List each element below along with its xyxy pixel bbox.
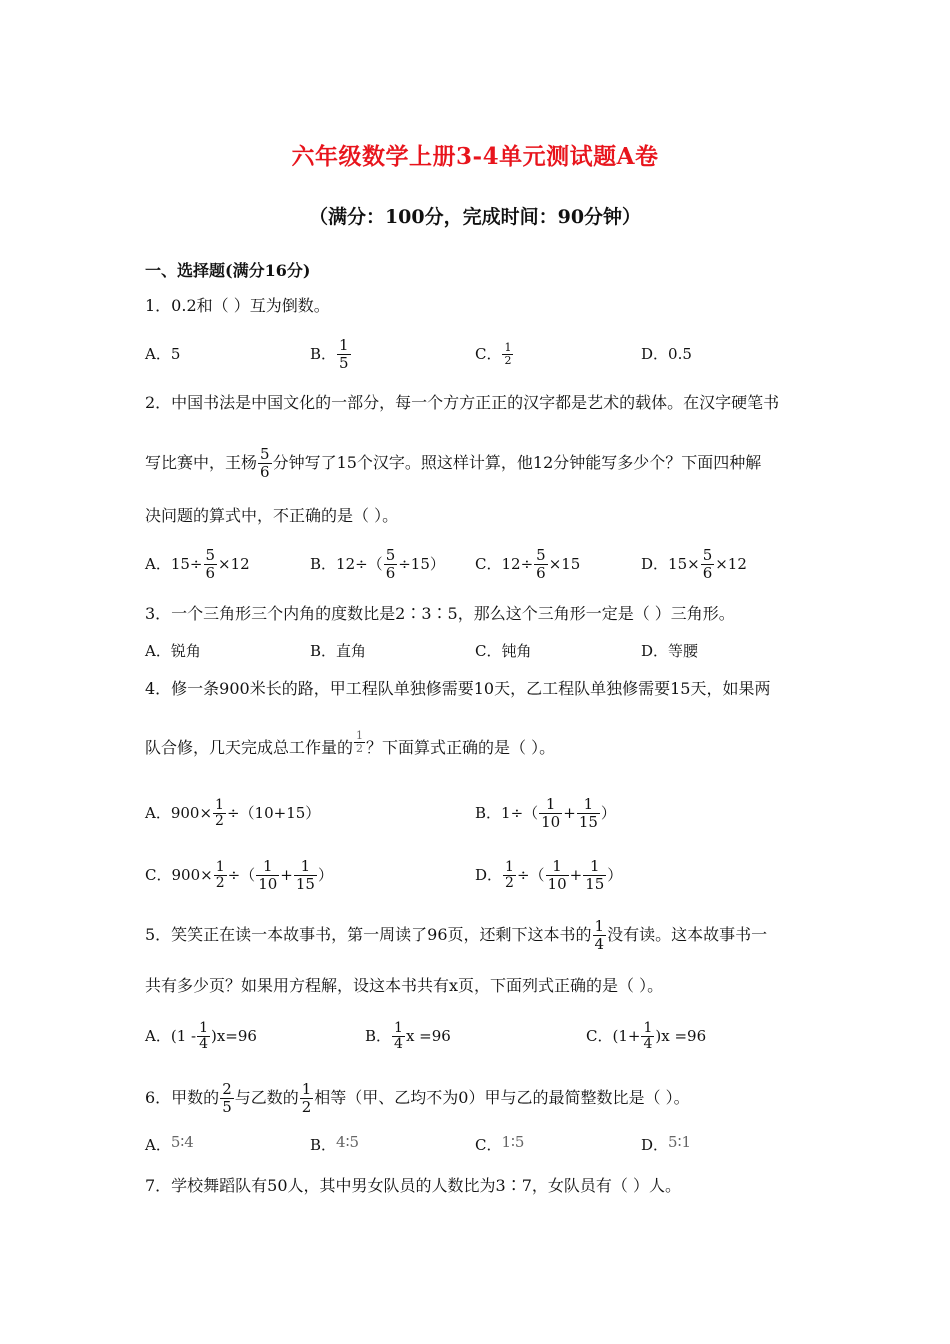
opt-pre: D．15× bbox=[641, 555, 700, 573]
numerator: 2 bbox=[222, 1079, 232, 1098]
page-title: 六年级数学上册3-4单元测试题A卷 bbox=[291, 143, 659, 170]
opt-post: ） bbox=[607, 866, 623, 884]
q2-option-d bbox=[641, 540, 747, 588]
fraction bbox=[392, 1021, 405, 1052]
fraction bbox=[641, 1021, 654, 1052]
numerator: 1 bbox=[300, 856, 311, 875]
fraction bbox=[503, 860, 516, 891]
fraction bbox=[197, 1021, 210, 1052]
option-label: B． bbox=[310, 345, 337, 363]
numerator: 1 bbox=[505, 858, 514, 875]
q6-text-mid: 与乙数的 bbox=[234, 1088, 299, 1107]
denominator: 6 bbox=[385, 563, 396, 582]
opt-post: ） bbox=[317, 866, 333, 884]
numerator: 1 bbox=[394, 1019, 403, 1036]
q5-option-a bbox=[145, 1014, 257, 1058]
q4-option-a bbox=[145, 790, 320, 836]
denominator: 10 bbox=[547, 874, 567, 893]
plus-sign: + bbox=[280, 866, 293, 884]
opt-post: ×12 bbox=[218, 555, 250, 573]
question-2-line-1: 2．中国书法是中国文化的一部分，每一个方方正正的汉字都是艺术的载体。在汉字硬笔书 bbox=[145, 393, 780, 412]
opt-open: (1+ bbox=[612, 1027, 641, 1045]
denominator: 6 bbox=[702, 563, 713, 582]
opt-post: ×15 bbox=[548, 555, 581, 573]
option-label: C． bbox=[475, 1136, 502, 1154]
opt-pre: A．15÷ bbox=[145, 555, 203, 573]
question-4-line-1: 4．修一条900米长的路，甲工程队单独修需要10天，乙工程队单独修需要15天，如果两 bbox=[145, 679, 771, 698]
opt-post: ×12 bbox=[715, 555, 747, 573]
question-1: 1．0.2和（ ）互为倒数。 bbox=[145, 296, 330, 315]
question-3: 3．一个三角形三个内角的度数比是2∶3∶5，那么这个三角形一定是（ ）三角形。 bbox=[145, 604, 735, 623]
q4-text-post: ？下面算式正确的是（ ）。 bbox=[366, 738, 556, 757]
q2-text-pre: 写比赛中，王杨 bbox=[145, 453, 258, 472]
opt-post: x =96 bbox=[661, 1027, 707, 1045]
numerator: 5 bbox=[536, 545, 546, 564]
option-value: 5∶4 bbox=[170, 1133, 194, 1151]
q2-option-b bbox=[310, 540, 445, 588]
page-subtitle: （满分：100分，完成时间：90分钟） bbox=[308, 206, 642, 228]
question-5-line-1 bbox=[145, 912, 767, 958]
option-label: C． bbox=[475, 345, 502, 363]
q2-option-c bbox=[475, 540, 580, 588]
numerator: 1 bbox=[262, 856, 273, 875]
fraction bbox=[204, 547, 218, 582]
opt-pre: A． bbox=[145, 1027, 171, 1045]
denominator: 4 bbox=[594, 934, 605, 953]
q3-option-a: A．锐角 bbox=[145, 642, 201, 660]
denominator: 5 bbox=[222, 1097, 232, 1116]
denominator: 15 bbox=[585, 874, 605, 893]
fraction bbox=[300, 1081, 314, 1116]
opt-post: )x=96 bbox=[211, 1027, 257, 1045]
denominator: 15 bbox=[295, 874, 315, 893]
q1-option-d: D．0.5 bbox=[641, 345, 692, 363]
q4-option-b bbox=[475, 790, 616, 836]
numerator: 1 bbox=[504, 340, 512, 354]
numerator: 5 bbox=[385, 545, 396, 564]
numerator: 1 bbox=[552, 856, 562, 875]
q3-option-c: C．钝角 bbox=[475, 642, 532, 660]
numerator: 1 bbox=[301, 1079, 312, 1098]
option-value: 5∶1 bbox=[668, 1133, 692, 1151]
opt-pre: C． bbox=[586, 1027, 613, 1045]
numerator: 1 bbox=[356, 728, 364, 742]
opt-close: ) bbox=[655, 1027, 662, 1045]
q1-option-c bbox=[475, 332, 514, 376]
opt-open: (1 - bbox=[170, 1027, 197, 1045]
q6-option-a bbox=[145, 1134, 194, 1156]
option-label: D． bbox=[641, 1136, 669, 1154]
option-label: B． bbox=[310, 1136, 337, 1154]
opt-pre: C．900× bbox=[145, 866, 213, 884]
denominator: 2 bbox=[504, 353, 512, 367]
numerator: 1 bbox=[199, 1019, 208, 1036]
numerator: 1 bbox=[215, 796, 224, 813]
opt-mid: ÷（ bbox=[227, 866, 256, 884]
opt-mid: ÷（ bbox=[516, 866, 545, 884]
denominator: 10 bbox=[541, 812, 561, 831]
denominator: 6 bbox=[536, 563, 546, 582]
opt-pre: C．12÷ bbox=[475, 555, 534, 573]
denominator: 2 bbox=[356, 741, 364, 755]
denominator: 2 bbox=[301, 1097, 312, 1116]
q6-text-post: 相等（甲、乙均不为0）甲与乙的最简整数比是（ ）。 bbox=[314, 1088, 690, 1107]
q4-option-c bbox=[145, 852, 333, 898]
question-4-line-2 bbox=[145, 724, 555, 772]
denominator: 2 bbox=[505, 874, 514, 891]
denominator: 2 bbox=[215, 812, 224, 829]
fraction bbox=[502, 342, 513, 367]
plus-sign: + bbox=[569, 866, 583, 884]
opt-pre: A．900× bbox=[145, 804, 213, 822]
question-2-line-3: 决问题的算式中，不正确的是（ ）。 bbox=[145, 506, 399, 525]
q2-text-post: 分钟写了15个汉字。照这样计算，他12分钟能写多少个？下面四种解 bbox=[272, 453, 762, 472]
question-6 bbox=[145, 1075, 690, 1121]
q4-option-d bbox=[475, 852, 622, 898]
q1-option-b bbox=[310, 332, 352, 376]
q6-option-b bbox=[310, 1134, 359, 1156]
denominator: 6 bbox=[260, 462, 270, 481]
opt-post: x =96 bbox=[405, 1027, 451, 1045]
q1-option-a: A．5 bbox=[145, 345, 181, 363]
opt-post: ÷（10+15） bbox=[226, 804, 321, 822]
denominator: 6 bbox=[205, 563, 216, 582]
fraction bbox=[593, 918, 607, 953]
q3-option-d: D．等腰 bbox=[641, 642, 699, 660]
fraction bbox=[337, 337, 351, 372]
opt-post: ） bbox=[600, 804, 616, 822]
fraction bbox=[214, 860, 227, 891]
option-value: 1∶5 bbox=[501, 1133, 525, 1151]
option-label: A． bbox=[145, 1136, 171, 1154]
q6-option-c bbox=[475, 1134, 524, 1156]
question-2-line-2 bbox=[145, 440, 761, 486]
denominator: 15 bbox=[578, 812, 598, 831]
q5-text-pre: 5．笑笑正在读一本故事书，第一周读了96页，还剩下这本书的 bbox=[145, 925, 592, 944]
numerator: 1 bbox=[339, 335, 349, 354]
opt-pre: B．1÷（ bbox=[475, 804, 539, 822]
opt-pre: B． bbox=[365, 1027, 392, 1045]
option-value: 4∶5 bbox=[336, 1133, 360, 1151]
fraction bbox=[294, 858, 317, 893]
fraction bbox=[213, 798, 226, 829]
section-heading: 一、选择题(满分16分) bbox=[145, 261, 311, 280]
q6-option-d bbox=[641, 1134, 691, 1156]
fraction bbox=[701, 547, 715, 582]
question-7: 7．学校舞蹈队有50人，其中男女队员的人数比为3∶7，女队员有（ ）人。 bbox=[145, 1176, 681, 1195]
fraction bbox=[220, 1081, 234, 1116]
opt-pre: D． bbox=[475, 866, 503, 884]
q4-text-pre: 队合修，几天完成总工作量的 bbox=[145, 738, 354, 757]
q2-option-a bbox=[145, 540, 250, 588]
fraction bbox=[256, 858, 279, 893]
fraction bbox=[258, 446, 272, 481]
fraction bbox=[577, 796, 600, 831]
numerator: 1 bbox=[589, 856, 600, 875]
numerator: 1 bbox=[643, 1019, 653, 1036]
q5-text-post: 没有读。这本故事书一 bbox=[607, 925, 768, 944]
denominator: 5 bbox=[339, 353, 349, 372]
numerator: 1 bbox=[215, 858, 225, 875]
fraction bbox=[384, 547, 398, 582]
q5-option-b bbox=[365, 1014, 451, 1058]
denominator: 2 bbox=[215, 874, 225, 891]
numerator: 1 bbox=[594, 916, 605, 935]
fraction bbox=[539, 796, 562, 831]
denominator: 4 bbox=[199, 1035, 208, 1052]
fraction bbox=[583, 858, 606, 893]
numerator: 5 bbox=[205, 545, 216, 564]
question-5-line-2: 共有多少页？如果用方程解，设这本书共有x页，下面列式正确的是（ ）。 bbox=[145, 976, 664, 995]
fraction bbox=[546, 858, 569, 893]
fraction bbox=[534, 547, 548, 582]
numerator: 1 bbox=[545, 794, 556, 813]
denominator: 4 bbox=[394, 1035, 403, 1052]
opt-pre: B．12÷（ bbox=[310, 555, 383, 573]
opt-post: ÷15） bbox=[398, 555, 445, 573]
numerator: 1 bbox=[583, 794, 594, 813]
numerator: 5 bbox=[260, 444, 270, 463]
q3-option-b: B．直角 bbox=[310, 642, 367, 660]
denominator: 10 bbox=[258, 874, 278, 893]
denominator: 4 bbox=[643, 1035, 653, 1052]
plus-sign: + bbox=[563, 804, 576, 822]
q6-text-pre: 6．甲数的 bbox=[145, 1088, 220, 1107]
q5-option-c bbox=[586, 1014, 706, 1058]
numerator: 5 bbox=[702, 545, 713, 564]
fraction bbox=[354, 730, 365, 755]
